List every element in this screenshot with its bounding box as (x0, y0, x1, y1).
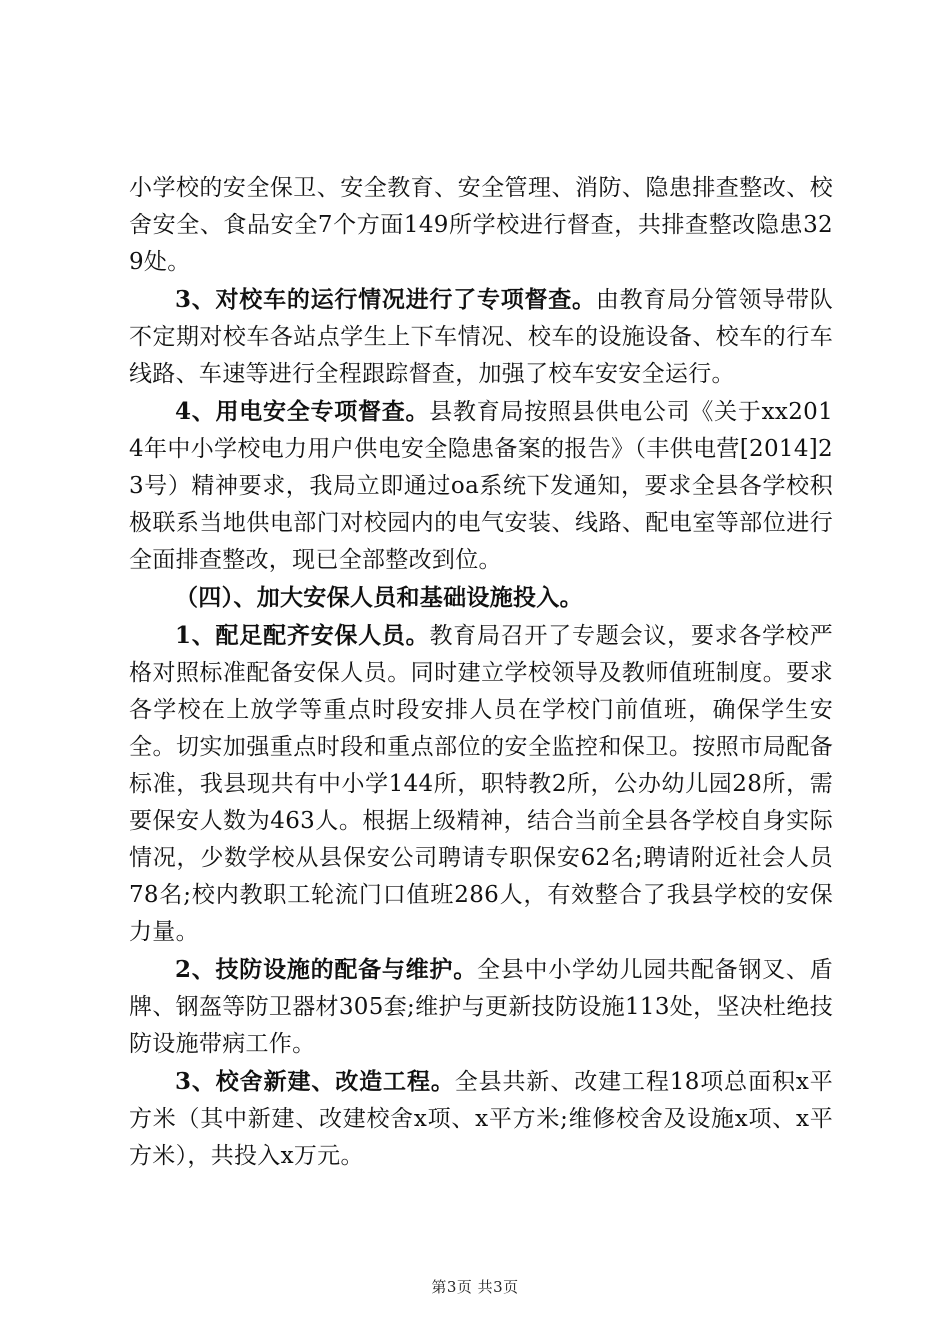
paragraph-electricity-inspection (129, 393, 833, 579)
paragraph-lead: 4、用电安全专项督查。 (175, 398, 430, 425)
paragraph-tech-defense (129, 951, 833, 1063)
paragraph-lead: 2、技防设施的配备与维护。 (175, 956, 477, 983)
section-heading-text: （四）、加大安保人员和基础设施投入。 (175, 584, 583, 611)
page-footer (0, 1276, 950, 1297)
section-heading (129, 579, 833, 617)
paragraph-text: 教育局召开了专题会议，要求各学校严格对照标准配备安保人员。同时建立学校领导及教师值班制度。要求各学校在上放学等重点时段安排人员在学校门前值班，确保学生安全。切实加强重点时段和重点部位的安全监控和保卫。按照市局配备标准，我县现共有中小学144所，职特教2所，公办幼儿园28所，需要保安人数为463人。根据上级精神，结合当前全县各学校自身实际情况，少数学校从县保安公司聘请专职保安62名;聘请附近社会人员78名;校内教职工轮流门口值班286人，有效整合了我县学校的安保力量。 (129, 623, 833, 945)
page-number-label: 第3页 共3页 (431, 1278, 519, 1296)
paragraph-continuation (129, 170, 833, 281)
paragraph-lead: 3、对校车的运行情况进行了专项督查。 (175, 286, 596, 313)
paragraph-school-bus-inspection (129, 281, 833, 393)
paragraph-text: 全县共新、改建工程18项总面积x平方米（其中新建、改建校舍x项、x平方米;维修校舍及设施x项、x平方米），共投入x万元。 (129, 1069, 834, 1169)
paragraph-lead: 1、配足配齐安保人员。 (175, 622, 430, 649)
paragraph-text: 全县中小学幼儿园共配备钢叉、盾牌、钢盔等防卫器材305套;维护与更新技防设施113处，坚决杜绝技防设施带病工作。 (129, 957, 833, 1057)
paragraph-text: 县教育局按照县供电公司《关于xx2014年中小学校电力用户供电安全隐患备案的报告》（丰供电营[2014]23号）精神要求，我局立即通过oa系统下发通知，要求全县各学校积极联系当地供电部门对校园内的电气安装、线路、配电室等部位进行全面排查整改，现已全部整改到位。 (129, 399, 833, 573)
paragraph-text: 小学校的安全保卫、安全教育、安全管理、消防、隐患排查整改、校舍安全、食品安全7个方面149所学校进行督查，共排查整改隐患329处。 (129, 175, 833, 275)
paragraph-lead: 3、校舍新建、改造工程。 (175, 1068, 455, 1095)
paragraph-school-construction (129, 1063, 833, 1175)
paragraph-text: 由教育局分管领导带队不定期对校车各站点学生上下车情况、校车的设施设备、校车的行车线路、车速等进行全程跟踪督查，加强了校车安安全运行。 (129, 287, 834, 387)
paragraph-security-staff (129, 617, 833, 951)
document-body (129, 170, 833, 1175)
